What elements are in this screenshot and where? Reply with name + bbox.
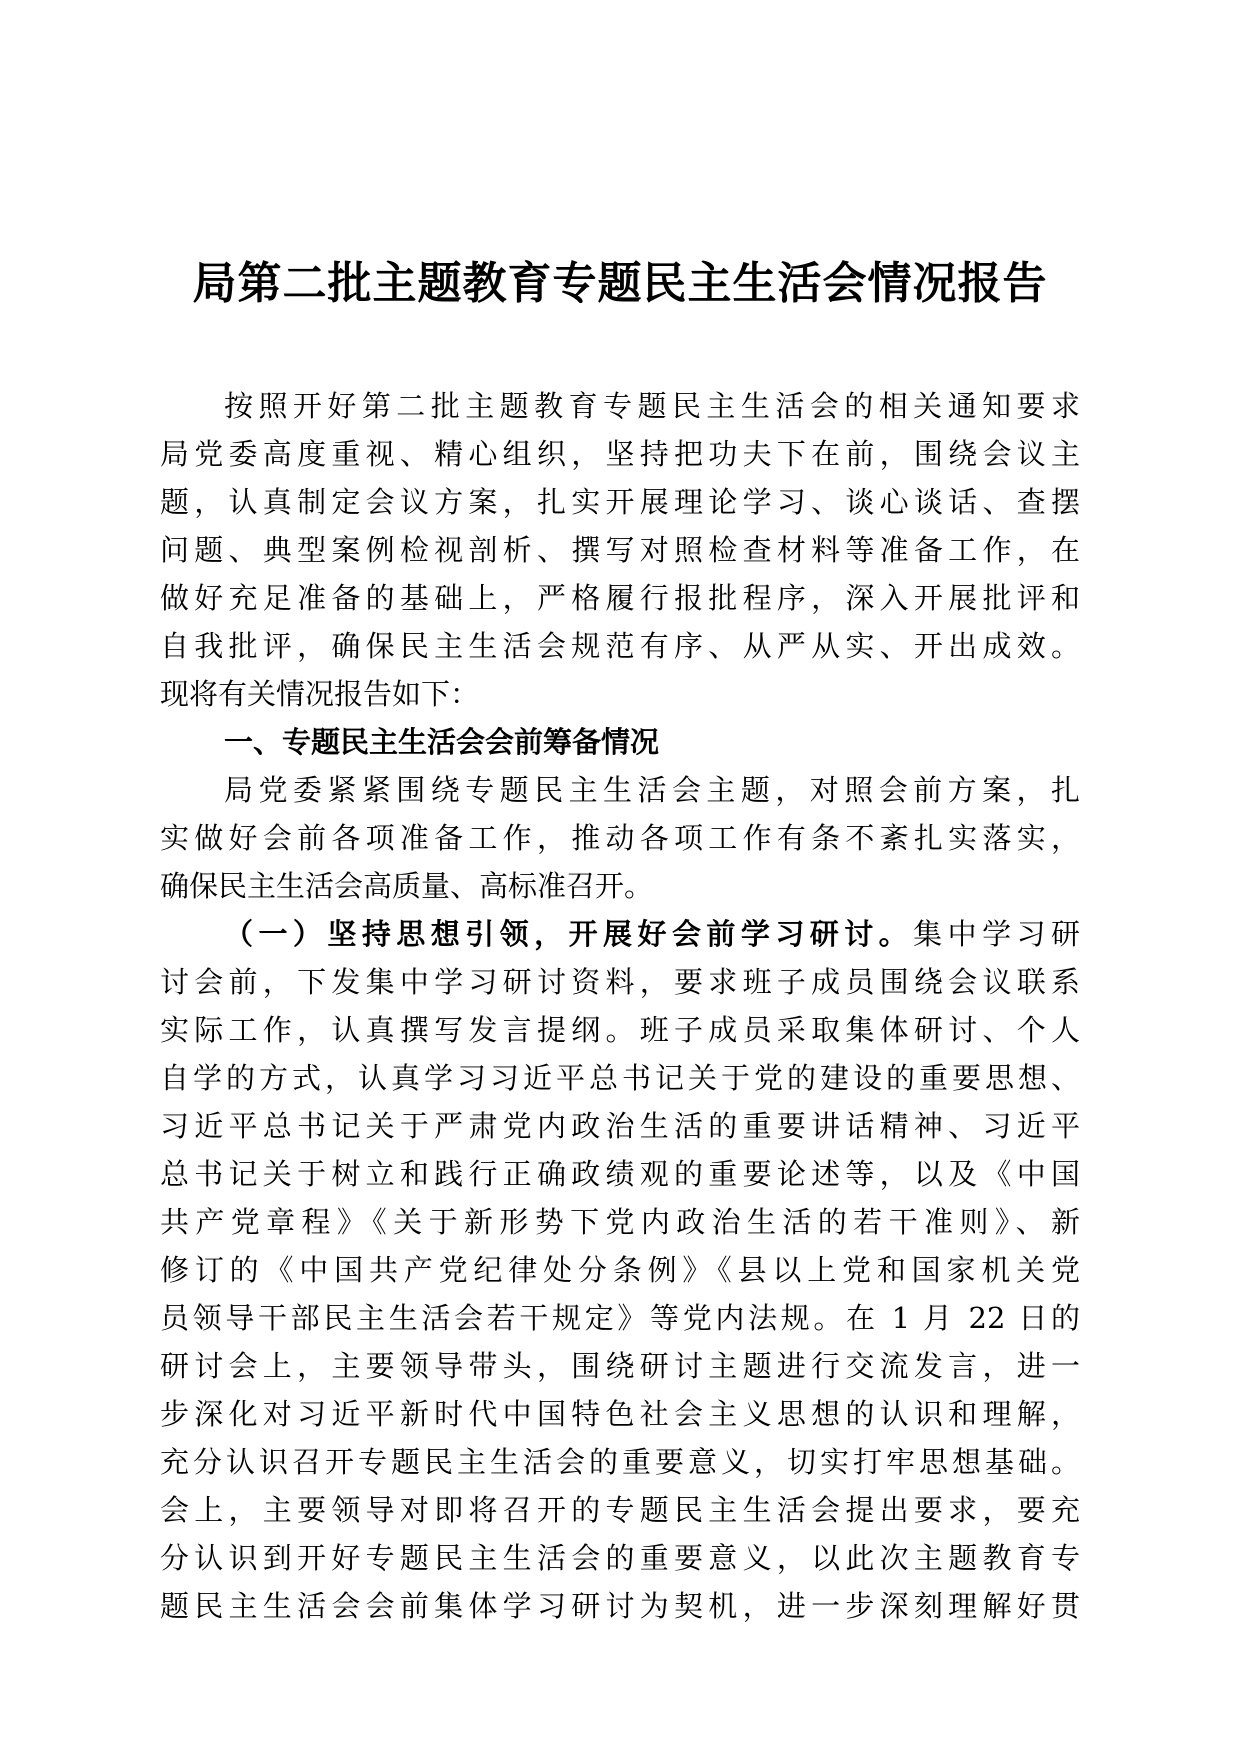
paragraph-line: 习近平总书记关于严肃党内政治生活的重要讲话精神、习近平 [160,1109,1080,1143]
paragraph-line: 步深化对习近平新时代中国特色社会主义思想的认识和理解， [160,1397,1080,1431]
paragraph-first-line [160,910,1080,958]
paragraph-line: 共产党章程》《关于新形势下党内政治生活的若干准则》、新 [160,1205,1080,1239]
section-heading: 一、专题民主生活会会前筹备情况 [224,725,660,759]
paragraph-line: 充分认识召开专题民主生活会的重要意义，切实打牢思想基础。 [160,1445,1080,1479]
paragraph-line: 问题、典型案例检视剖析、撰写对照检查材料等准备工作，在 [160,533,1080,567]
paragraph-line: 总书记关于树立和践行正确政绩观的重要论述等，以及《中国 [160,1157,1080,1191]
paragraph-line: 确保民主生活会高质量、高标准召开。 [160,869,654,903]
paragraph-line: 题民主生活会会前集体学习研讨为契机，进一步深刻理解好贯 [160,1589,1080,1623]
paragraph-line: 修订的《中国共产党纪律处分条例》《县以上党和国家机关党 [160,1253,1080,1287]
paragraph-line: 局党委紧紧围绕专题民主生活会主题，对照会前方案，扎 [224,773,1080,807]
paragraph-line: 做好充足准备的基础上，严格履行报批程序，深入开展批评和 [160,581,1080,615]
paragraph-line: 实际工作，认真撰写发言提纲。班子成员采取集体研讨、个人 [160,1013,1080,1047]
paragraph-line: 实做好会前各项准备工作，推动各项工作有条不紊扎实落实， [160,821,1080,855]
paragraph-text: 集中学习研 [913,917,1080,951]
paragraph-line: 员领导干部民主生活会若干规定》等党内法规。在 1 月 22 日的 [160,1301,1080,1335]
paragraph-line: 局党委高度重视、精心组织，坚持把功夫下在前，围绕会议主 [160,437,1080,471]
paragraph-line: 自学的方式，认真学习习近平总书记关于党的建设的重要思想、 [160,1061,1080,1095]
paragraph-line: 讨会前，下发集中学习研讨资料，要求班子成员围绕会议联系 [160,965,1080,999]
document-title: 局第二批主题教育专题民主生活会情况报告 [192,258,1048,309]
paragraph-line: 题，认真制定会议方案，扎实开展理论学习、谈心谈话、查摆 [160,485,1080,519]
subsection-lead: （一）坚持思想引领，开展好会前学习研讨。 [224,917,914,951]
paragraph-line: 按照开好第二批主题教育专题民主生活会的相关通知要求 [224,389,1080,423]
document-body [160,382,1080,1630]
paragraph-line: 分认识到开好专题民主生活会的重要意义，以此次主题教育专 [160,1541,1080,1575]
paragraph-line: 研讨会上，主要领导带头，围绕研讨主题进行交流发言，进一 [160,1349,1080,1383]
paragraph-line: 现将有关情况报告如下： [160,677,480,711]
paragraph-line: 自我批评，确保民主生活会规范有序、从严从实、开出成效。 [160,629,1080,663]
paragraph-line: 会上，主要领导对即将召开的专题民主生活会提出要求，要充 [160,1493,1080,1527]
